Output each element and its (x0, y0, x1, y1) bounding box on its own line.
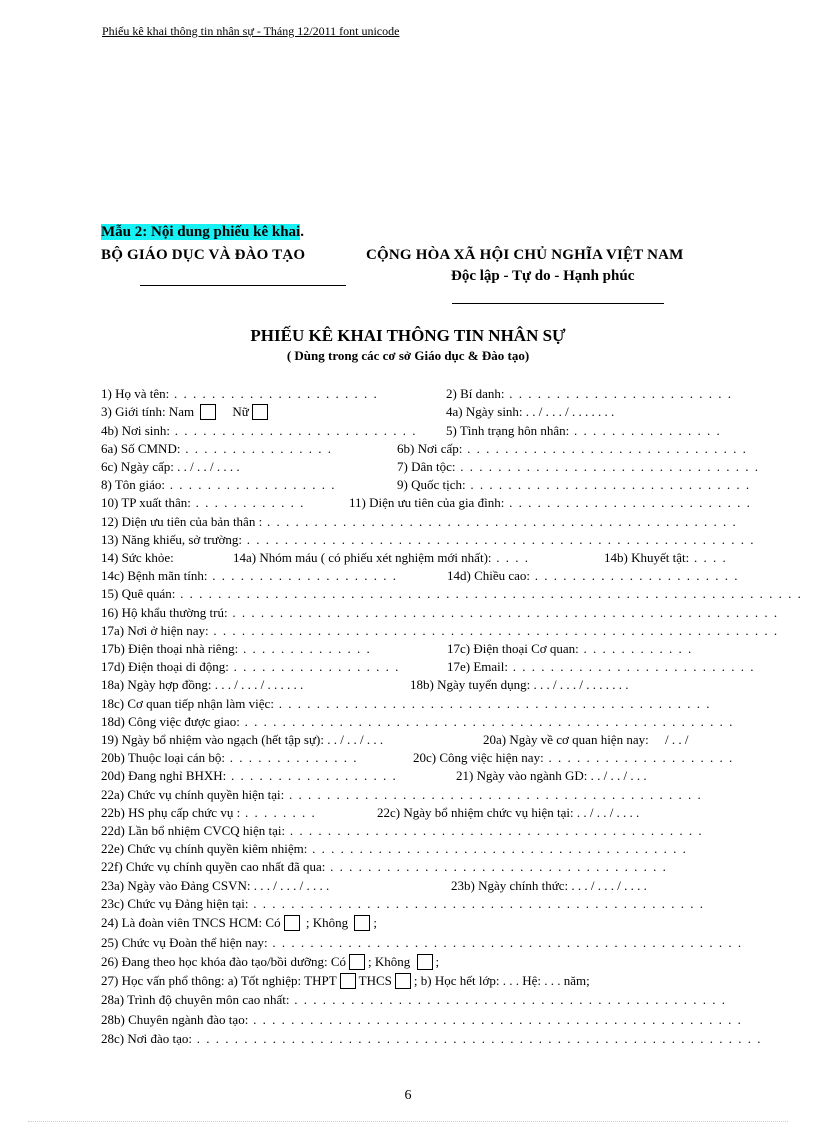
field-assigned-work (101, 713, 734, 731)
nationality-fill[interactable]: . . . . . . . . . . . . . . . . . . . . . . . . . . . . . . (465, 477, 751, 492)
document-header: Phiếu kê khai thông tin nhân sự - Tháng 12/2011 font unicode (102, 24, 400, 38)
birthplace-fill[interactable]: . . . . . . . . . . . . . . . . . . . . . . . . . . (170, 423, 417, 438)
form-line-6a (101, 440, 766, 458)
family-priority-fill[interactable]: . . . . . . . . . . . . . . . . . . . . . . . . . . (504, 495, 752, 510)
dob-label: 4a) Ngày sinh: (446, 404, 523, 419)
training-end: ; (435, 954, 440, 969)
national-motto: Độc lập - Tự do - Hạnh phúc (451, 268, 635, 284)
field-background (101, 494, 305, 512)
field-name (101, 385, 378, 403)
concurrent-position-label: 22e) Chức vụ chính quyền kiêm nhiệm: (101, 841, 308, 856)
union-position-fill[interactable]: . . . . . . . . . . . . . . . . . . . . . . . . . . . . . . . . . . . . . . . . . . . . . . . . . . (267, 935, 743, 950)
form-line-18c (101, 695, 766, 713)
field-name-label: 1) Họ và tên: (101, 386, 170, 401)
form-line-4b (101, 422, 766, 440)
assigned-work-label: 18d) Công việc được giao: (101, 714, 240, 729)
gov-position-label: 22a) Chức vụ chính quyền hiện tại: (101, 787, 285, 802)
industry-date-label: 21) Ngày vào ngành GD: (456, 768, 588, 783)
field-home-phone (101, 640, 371, 658)
ministry-underline (140, 285, 346, 286)
talent-label: 13) Năng khiếu, sở trường: (101, 532, 243, 547)
staff-type-fill[interactable]: . . . . . . . . . . . . . . (224, 750, 358, 765)
form-line-22b (101, 804, 766, 822)
field-contract-date (101, 676, 303, 694)
motto-underline (452, 303, 664, 304)
field-industry-date (456, 767, 647, 785)
form-line-18a (101, 676, 766, 694)
office-phone-label: 17c) Điện thoại Cơ quan: (447, 641, 579, 656)
field-disability (604, 549, 727, 567)
field-family-priority (349, 494, 751, 512)
form-line-3 (101, 403, 766, 421)
training-place-label: 28c) Nơi đào tạo: (101, 1031, 192, 1046)
form-line-20d (101, 767, 766, 785)
id-number-label: 6a) Số CMND: (101, 441, 181, 456)
height-fill[interactable]: . . . . . . . . . . . . . . . . . . . . . . (530, 568, 740, 583)
field-current-job (413, 749, 734, 767)
major-fill[interactable]: . . . . . . . . . . . . . . . . . . . . . . . . . . . . . . . . . . . . . . . . . . . . . . . . . . . . (248, 1012, 743, 1027)
hometown-fill[interactable]: . . . . . . . . . . . . . . . . . . . . . . . . . . . . . . . . . . . . . . . . . . . . . . . . . . . . . . . . . . . . . . . . . . (175, 586, 803, 601)
id-number-fill[interactable]: . . . . . . . . . . . . . . . . (180, 441, 333, 456)
gov-position-fill[interactable]: . . . . . . . . . . . . . . . . . . . . . . . . . . . . . . . . . . . . . . . . . . . . (284, 787, 703, 802)
assigned-work-fill[interactable]: . . . . . . . . . . . . . . . . . . . . . . . . . . . . . . . . . . . . . . . . . . . . . . . . . . . . (239, 714, 734, 729)
form-line-20b (101, 749, 766, 767)
field-current-address (101, 622, 779, 640)
position-appoint-date-fill[interactable]: . . / . . / . . . . (576, 805, 640, 820)
agency-date-fill[interactable]: / . . / (664, 732, 689, 747)
email-fill[interactable]: . . . . . . . . . . . . . . . . . . . . . . . . . . (508, 659, 756, 674)
form-line-10 (101, 494, 766, 512)
field-gov-position (101, 786, 702, 804)
field-appoint-count (101, 822, 703, 840)
marital-fill[interactable]: . . . . . . . . . . . . . . . . (569, 423, 722, 438)
form-line-22e (101, 840, 766, 858)
form-line-22d (101, 822, 766, 840)
blood-type-fill[interactable]: . . . . (491, 550, 530, 565)
hometown-label: 15) Quê quán: (101, 586, 176, 601)
form-template-label (101, 224, 304, 241)
marital-label: 5) Tình trạng hôn nhân: (446, 423, 570, 438)
major-label: 28b) Chuyên ngành đào tạo: (101, 1012, 249, 1027)
training-place-fill[interactable]: . . . . . . . . . . . . . . . . . . . . . . . . . . . . . . . . . . . . . . . . . . . . . . . . . . . . . . . . . . . . (192, 1031, 762, 1046)
form-subtitle: ( Dùng trong các cơ sở Giáo dục & Đào tạo) (286, 348, 530, 363)
field-birthplace (101, 422, 417, 440)
training-yes-checkbox[interactable] (349, 954, 365, 970)
hire-date-label: 18b) Ngày tuyển dụng: (410, 677, 531, 692)
form-line-23a (101, 877, 766, 895)
field-office-phone (447, 640, 693, 658)
field-appointment-date (101, 731, 383, 749)
religion-label: 8) Tôn giáo: (101, 477, 166, 492)
form-line-16 (101, 604, 779, 622)
form-line-15 (101, 585, 803, 603)
field-dob (446, 403, 614, 421)
form-line-27 (101, 972, 766, 990)
field-highest-degree (101, 991, 726, 1009)
field-staff-type (101, 749, 358, 767)
appointment-date-label: 19) Ngày bổ nhiệm vào ngạch (hết tập sự): (101, 732, 324, 747)
training-no-label: ; Không (368, 954, 411, 969)
field-gender (101, 403, 271, 421)
form-line-22f (101, 858, 766, 876)
current-address-fill[interactable]: . . . . . . . . . . . . . . . . . . . . . . . . . . . . . . . . . . . . . . . . . . . . . . . . . . . . . . . . . . . . (208, 623, 779, 638)
field-alias (446, 385, 733, 403)
party-date-label: 23a) Ngày vào Đảng CSVN: (101, 878, 251, 893)
field-major (101, 1011, 742, 1029)
thcs-checkbox[interactable] (395, 973, 411, 989)
field-height (447, 567, 739, 585)
page-number: 6 (404, 1088, 412, 1103)
industry-date-fill[interactable]: . . / . . / . . . (590, 768, 647, 783)
social-leave-label: 20d) Đang nghỉ BHXH: (101, 768, 227, 783)
disability-fill[interactable]: . . . . (689, 550, 728, 565)
residence-fill[interactable]: . . . . . . . . . . . . . . . . . . . . . . . . . . . . . . . . . . . . . . . . . . . . . . . . . . . . . . . . . . (227, 605, 779, 620)
current-job-fill[interactable]: . . . . . . . . . . . . . . . . . . . . (543, 750, 734, 765)
mobile-fill[interactable]: . . . . . . . . . . . . . . . . . . (228, 659, 400, 674)
form-title: PHIẾU KÊ KHAI THÔNG TIN NHÂN SỰ (250, 326, 566, 345)
field-training (101, 953, 439, 971)
field-residence (101, 604, 779, 622)
blood-type-label: 14a) Nhóm máu ( có phiếu xét nghiệm mới nhất): (233, 550, 492, 565)
form-line-17a (101, 622, 779, 640)
party-position-label: 23c) Chức vụ Đảng hiện tại: (101, 896, 249, 911)
female-label: Nữ (232, 404, 249, 419)
concurrent-position-fill[interactable]: . . . . . . . . . . . . . . . . . . . . . . . . . . . . . . . . . . . . . . . . (307, 841, 688, 856)
field-marital (446, 422, 721, 440)
field-position-allowance (101, 804, 316, 822)
field-social-leave (101, 767, 397, 785)
form-line-22a (101, 786, 766, 804)
id-date-fill[interactable]: . . / . . / . . . . (177, 459, 240, 474)
form-line-28b (101, 1011, 766, 1029)
youth-union-end: ; (373, 915, 377, 930)
gender-label: 3) Giới tính: Nam (101, 404, 195, 419)
chronic-label: 14c) Bệnh mãn tính: (101, 568, 208, 583)
field-alias-fill[interactable]: . . . . . . . . . . . . . . . . . . . . . . . . (504, 386, 733, 401)
field-hometown (101, 585, 802, 603)
highest-degree-fill[interactable]: . . . . . . . . . . . . . . . . . . . . . . . . . . . . . . . . . . . . . . . . . . . . . . (289, 992, 727, 1007)
religion-fill[interactable]: . . . . . . . . . . . . . . . . . . (165, 477, 337, 492)
id-place-fill[interactable]: . . . . . . . . . . . . . . . . . . . . . . . . . . . . . . (462, 441, 748, 456)
party-date-fill[interactable]: . . . / . . . / . . . . (253, 878, 330, 893)
field-blood-type (233, 549, 530, 567)
field-ethnicity (397, 458, 759, 476)
staff-type-label: 20b) Thuộc loại cán bộ: (101, 750, 225, 765)
current-address-label: 17a) Nơi ở hiện nay: (101, 623, 209, 638)
field-party-official-date (451, 877, 647, 895)
talent-fill[interactable]: . . . . . . . . . . . . . . . . . . . . . . . . . . . . . . . . . . . . . . . . . . . . . . . . . . . . . . (242, 532, 756, 547)
position-appoint-date-label: 22c) Ngày bổ nhiệm chức vụ hiện tại: (377, 805, 574, 820)
field-position-appoint-date (377, 804, 639, 822)
background-label: 10) TP xuất thân: (101, 495, 191, 510)
field-nationality (397, 476, 751, 494)
form-line-12 (101, 513, 766, 531)
field-self-priority (101, 513, 737, 531)
id-date-label: 6c) Ngày cấp: (101, 459, 174, 474)
field-religion (101, 476, 336, 494)
field-id-number (101, 440, 332, 458)
footer-rule (28, 1121, 788, 1122)
field-party-date (101, 877, 329, 895)
social-leave-fill[interactable]: . . . . . . . . . . . . . . . . . . (226, 768, 398, 783)
receiving-agency-fill[interactable]: . . . . . . . . . . . . . . . . . . . . . . . . . . . . . . . . . . . . . . . . . . . . . . (273, 696, 711, 711)
youth-union-no-checkbox[interactable] (354, 915, 370, 931)
youth-union-no-label: ; Không (305, 915, 349, 930)
field-union-position (101, 934, 743, 952)
highest-position-fill[interactable]: . . . . . . . . . . . . . . . . . . . . . . . . . . . . . . . . . . . . (325, 859, 668, 874)
form-line-26 (101, 953, 766, 971)
form-line-6c (101, 458, 766, 476)
field-concurrent-position (101, 840, 687, 858)
email-label: 17e) Email: (447, 659, 509, 674)
form-line-8 (101, 476, 766, 494)
field-talent (101, 531, 755, 549)
form-line-17b (101, 640, 766, 658)
form-line-28a (101, 991, 766, 1009)
field-id-place (397, 440, 747, 458)
highlighted-label: Mẫu 2: Nội dung phiếu kê khai (101, 224, 301, 240)
field-party-position (101, 895, 704, 913)
ministry-name: BỘ GIÁO DỤC VÀ ĐÀO TẠO (101, 247, 306, 263)
current-job-label: 20c) Công việc hiện nay: (413, 750, 544, 765)
contract-date-label: 18a) Ngày hợp đồng: (101, 677, 212, 692)
youth-union-yes-checkbox[interactable] (284, 915, 300, 931)
background-fill[interactable]: . . . . . . . . . . . . (190, 495, 305, 510)
field-email (447, 658, 755, 676)
chronic-fill[interactable]: . . . . . . . . . . . . . . . . . . . . (207, 568, 398, 583)
field-education (101, 972, 590, 990)
party-official-date-fill[interactable]: . . . / . . . / . . . . (571, 878, 647, 893)
self-priority-fill[interactable]: . . . . . . . . . . . . . . . . . . . . . . . . . . . . . . . . . . . . . . . . . . . . . . . . . . (262, 514, 738, 529)
form-line-17d (101, 658, 766, 676)
contract-date-fill[interactable]: . . . / . . . / . . . . . . (214, 677, 304, 692)
form-line-1 (101, 385, 766, 403)
highest-position-label: 22f) Chức vụ chính quyền cao nhất đã qua: (101, 859, 326, 874)
field-agency-date (483, 731, 688, 749)
receiving-agency-label: 18c) Cơ quan tiếp nhận làm việc: (101, 696, 274, 711)
field-hire-date (410, 676, 628, 694)
height-label: 14d) Chiều cao: (447, 568, 531, 583)
field-health (101, 549, 174, 567)
home-phone-label: 17b) Điện thoại nhà riêng: (101, 641, 239, 656)
dob-fill[interactable]: . . / . . . / . . . . . . . (525, 404, 615, 419)
ethnicity-fill[interactable]: . . . . . . . . . . . . . . . . . . . . . . . . . . . . . . . . (455, 459, 760, 474)
highest-degree-label: 28a) Trình độ chuyên môn cao nhất: (101, 992, 290, 1007)
training-label: 26) Đang theo học khóa đào tạo/bồi dưỡng: Có (101, 954, 346, 969)
form-line-24 (101, 914, 766, 932)
appointment-date-fill[interactable]: . . / . . / . . . (327, 732, 384, 747)
mobile-label: 17d) Điện thoại di động: (101, 659, 229, 674)
field-youth-union (101, 914, 377, 932)
health-label: 14) Sức khỏe: (101, 550, 174, 565)
education-label: 27) Học vấn phổ thông: a) Tốt nghiệp: THPT (101, 973, 337, 988)
grade-completed-label: ; b) Học hết lớp: . . . Hệ: . . . năm; (413, 973, 590, 988)
field-receiving-agency (101, 695, 711, 713)
ethnicity-label: 7) Dân tộc: (397, 459, 456, 474)
female-checkbox[interactable] (252, 404, 268, 420)
nationality-label: 9) Quốc tịch: (397, 477, 466, 492)
field-training-place (101, 1030, 762, 1048)
hire-date-fill[interactable]: . . . / . . . / . . . . . . . (533, 677, 629, 692)
union-position-label: 25) Chức vụ Đoàn thể hiện nay: (101, 935, 268, 950)
field-id-date (101, 458, 240, 476)
form-line-13 (101, 531, 766, 549)
form-line-14 (101, 549, 766, 567)
field-mobile (101, 658, 400, 676)
form-line-23c (101, 895, 766, 913)
family-priority-label: 11) Diện ưu tiên của gia đình: (349, 495, 505, 510)
position-allowance-label: 22b) HS phụ cấp chức vụ : (101, 805, 241, 820)
field-name-fill[interactable]: . . . . . . . . . . . . . . . . . . . . . . (169, 386, 379, 401)
form-line-14c (101, 567, 766, 585)
birthplace-label: 4b) Nơi sinh: (101, 423, 170, 438)
agency-date-label: 20a) Ngày về cơ quan hiện nay: (483, 732, 649, 747)
label-period: . (300, 224, 304, 240)
form-line-18d (101, 713, 766, 731)
position-allowance-fill[interactable]: . . . . . . . . (240, 805, 317, 820)
residence-label: 16) Hộ khẩu thường trú: (101, 605, 228, 620)
form-line-28c (101, 1030, 766, 1048)
appoint-count-fill[interactable]: . . . . . . . . . . . . . . . . . . . . . . . . . . . . . . . . . . . . . . . . . . . . (285, 823, 704, 838)
thcs-label: THCS (358, 973, 392, 988)
form-line-19 (101, 731, 766, 749)
self-priority-label: 12) Diện ưu tiên của bản thân : (101, 514, 263, 529)
field-chronic (101, 567, 398, 585)
republic-name: CỘNG HÒA XÃ HỘI CHỦ NGHĨA VIỆT NAM (366, 247, 684, 263)
party-position-fill[interactable]: . . . . . . . . . . . . . . . . . . . . . . . . . . . . . . . . . . . . . . . . . . . . . . . . (248, 896, 705, 911)
youth-union-label: 24) Là đoàn viên TNCS HCM: Có (101, 915, 281, 930)
appoint-count-label: 22d) Lần bổ nhiệm CVCQ hiện tại: (101, 823, 286, 838)
male-checkbox[interactable] (200, 404, 216, 420)
form-line-25 (101, 934, 766, 952)
id-place-label: 6b) Nơi cấp: (397, 441, 463, 456)
office-phone-fill[interactable]: . . . . . . . . . . . . (578, 641, 693, 656)
disability-label: 14b) Khuyết tật: (604, 550, 690, 565)
party-official-date-label: 23b) Ngày chính thức: (451, 878, 569, 893)
training-no-checkbox[interactable] (417, 954, 433, 970)
field-highest-position (101, 858, 667, 876)
field-alias-label: 2) Bí danh: (446, 386, 505, 401)
home-phone-fill[interactable]: . . . . . . . . . . . . . . (238, 641, 372, 656)
thpt-checkbox[interactable] (340, 973, 356, 989)
